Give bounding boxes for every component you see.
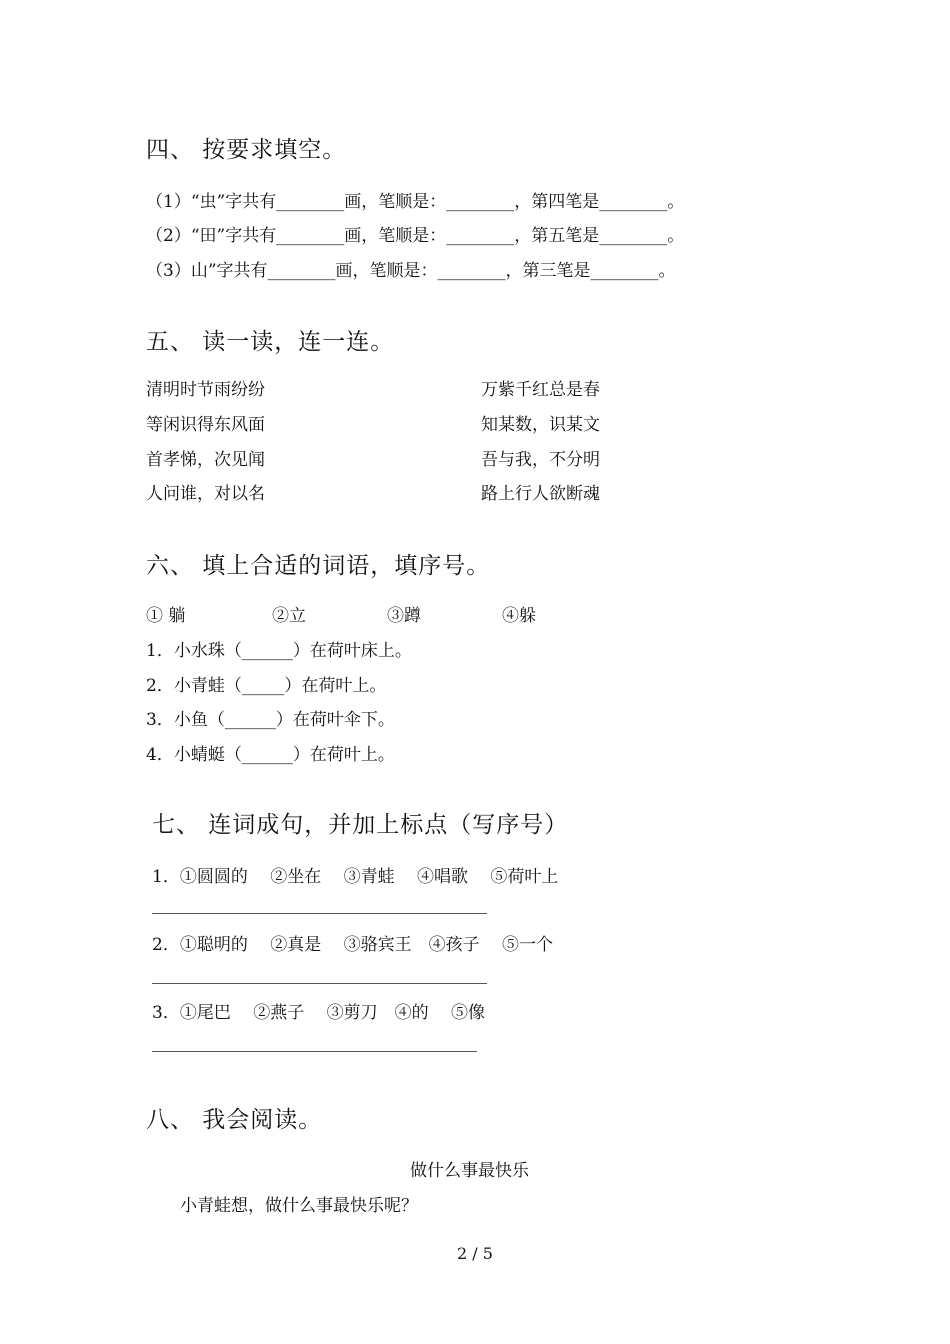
sentence-item-1: 1．①圆圆的 ②坐在 ③青蛙 ④唱歌 ⑤荷叶上 (152, 867, 559, 887)
blank-item-4: 4．小蜻蜓（______）在荷叶上。 (146, 745, 395, 765)
answer-line-3 (152, 1051, 477, 1052)
answer-line-1 (152, 913, 487, 914)
fill-item-2: （2）“田”字共有________画，笔顺是：________，第五笔是________。 (146, 226, 685, 246)
poem-left-4: 人问谁，对以名 (146, 484, 265, 504)
poem-left-1: 清明时节雨纷纷 (146, 380, 265, 400)
section-4-title: 四、 按要求填空。 (146, 137, 347, 163)
poem-right-1: 万紫千红总是春 (481, 380, 600, 400)
section-6-title: 六、 填上合适的词语，填序号。 (146, 553, 491, 579)
word-option-3: ③蹲 (387, 606, 421, 626)
page-number: 2 / 5 (457, 1244, 493, 1263)
section-7-title: 七、 连词成句，并加上标点（写序号） (152, 812, 569, 838)
answer-line-2 (152, 983, 487, 984)
word-option-4: ④躲 (502, 606, 536, 626)
blank-item-3: 3．小鱼（______）在荷叶伞下。 (146, 710, 395, 730)
blank-item-1: 1．小水珠（______）在荷叶床上。 (146, 641, 412, 661)
sentence-item-2: 2．①聪明的 ②真是 ③骆宾王 ④孩子 ⑤一个 (152, 935, 554, 955)
poem-left-3: 首孝悌，次见闻 (146, 450, 265, 470)
word-option-1: ① 躺 (146, 606, 186, 626)
blank-item-2: 2．小青蛙（_____）在荷叶上。 (146, 676, 387, 696)
passage-first-line: 小青蛙想，做什么事最快乐呢？ (180, 1196, 418, 1216)
sentence-item-3: 3．①尾巴 ②燕子 ③剪刀 ④的 ⑤像 (152, 1003, 486, 1023)
fill-item-3: （3）山”字共有________画，笔顺是：________，第三笔是________。 (146, 261, 676, 281)
passage-title: 做什么事最快乐 (410, 1161, 529, 1181)
poem-right-3: 吾与我，不分明 (481, 450, 600, 470)
section-8-title: 八、 我会阅读。 (146, 1107, 323, 1133)
poem-left-2: 等闲识得东风面 (146, 415, 265, 435)
poem-right-4: 路上行人欲断魂 (481, 484, 600, 504)
word-option-2: ②立 (272, 606, 306, 626)
section-5-title: 五、 读一读，连一连。 (146, 329, 395, 355)
poem-right-2: 知某数，识某文 (481, 415, 600, 435)
fill-item-1: （1）“虫”字共有________画，笔顺是：________，第四笔是________。 (146, 192, 685, 212)
